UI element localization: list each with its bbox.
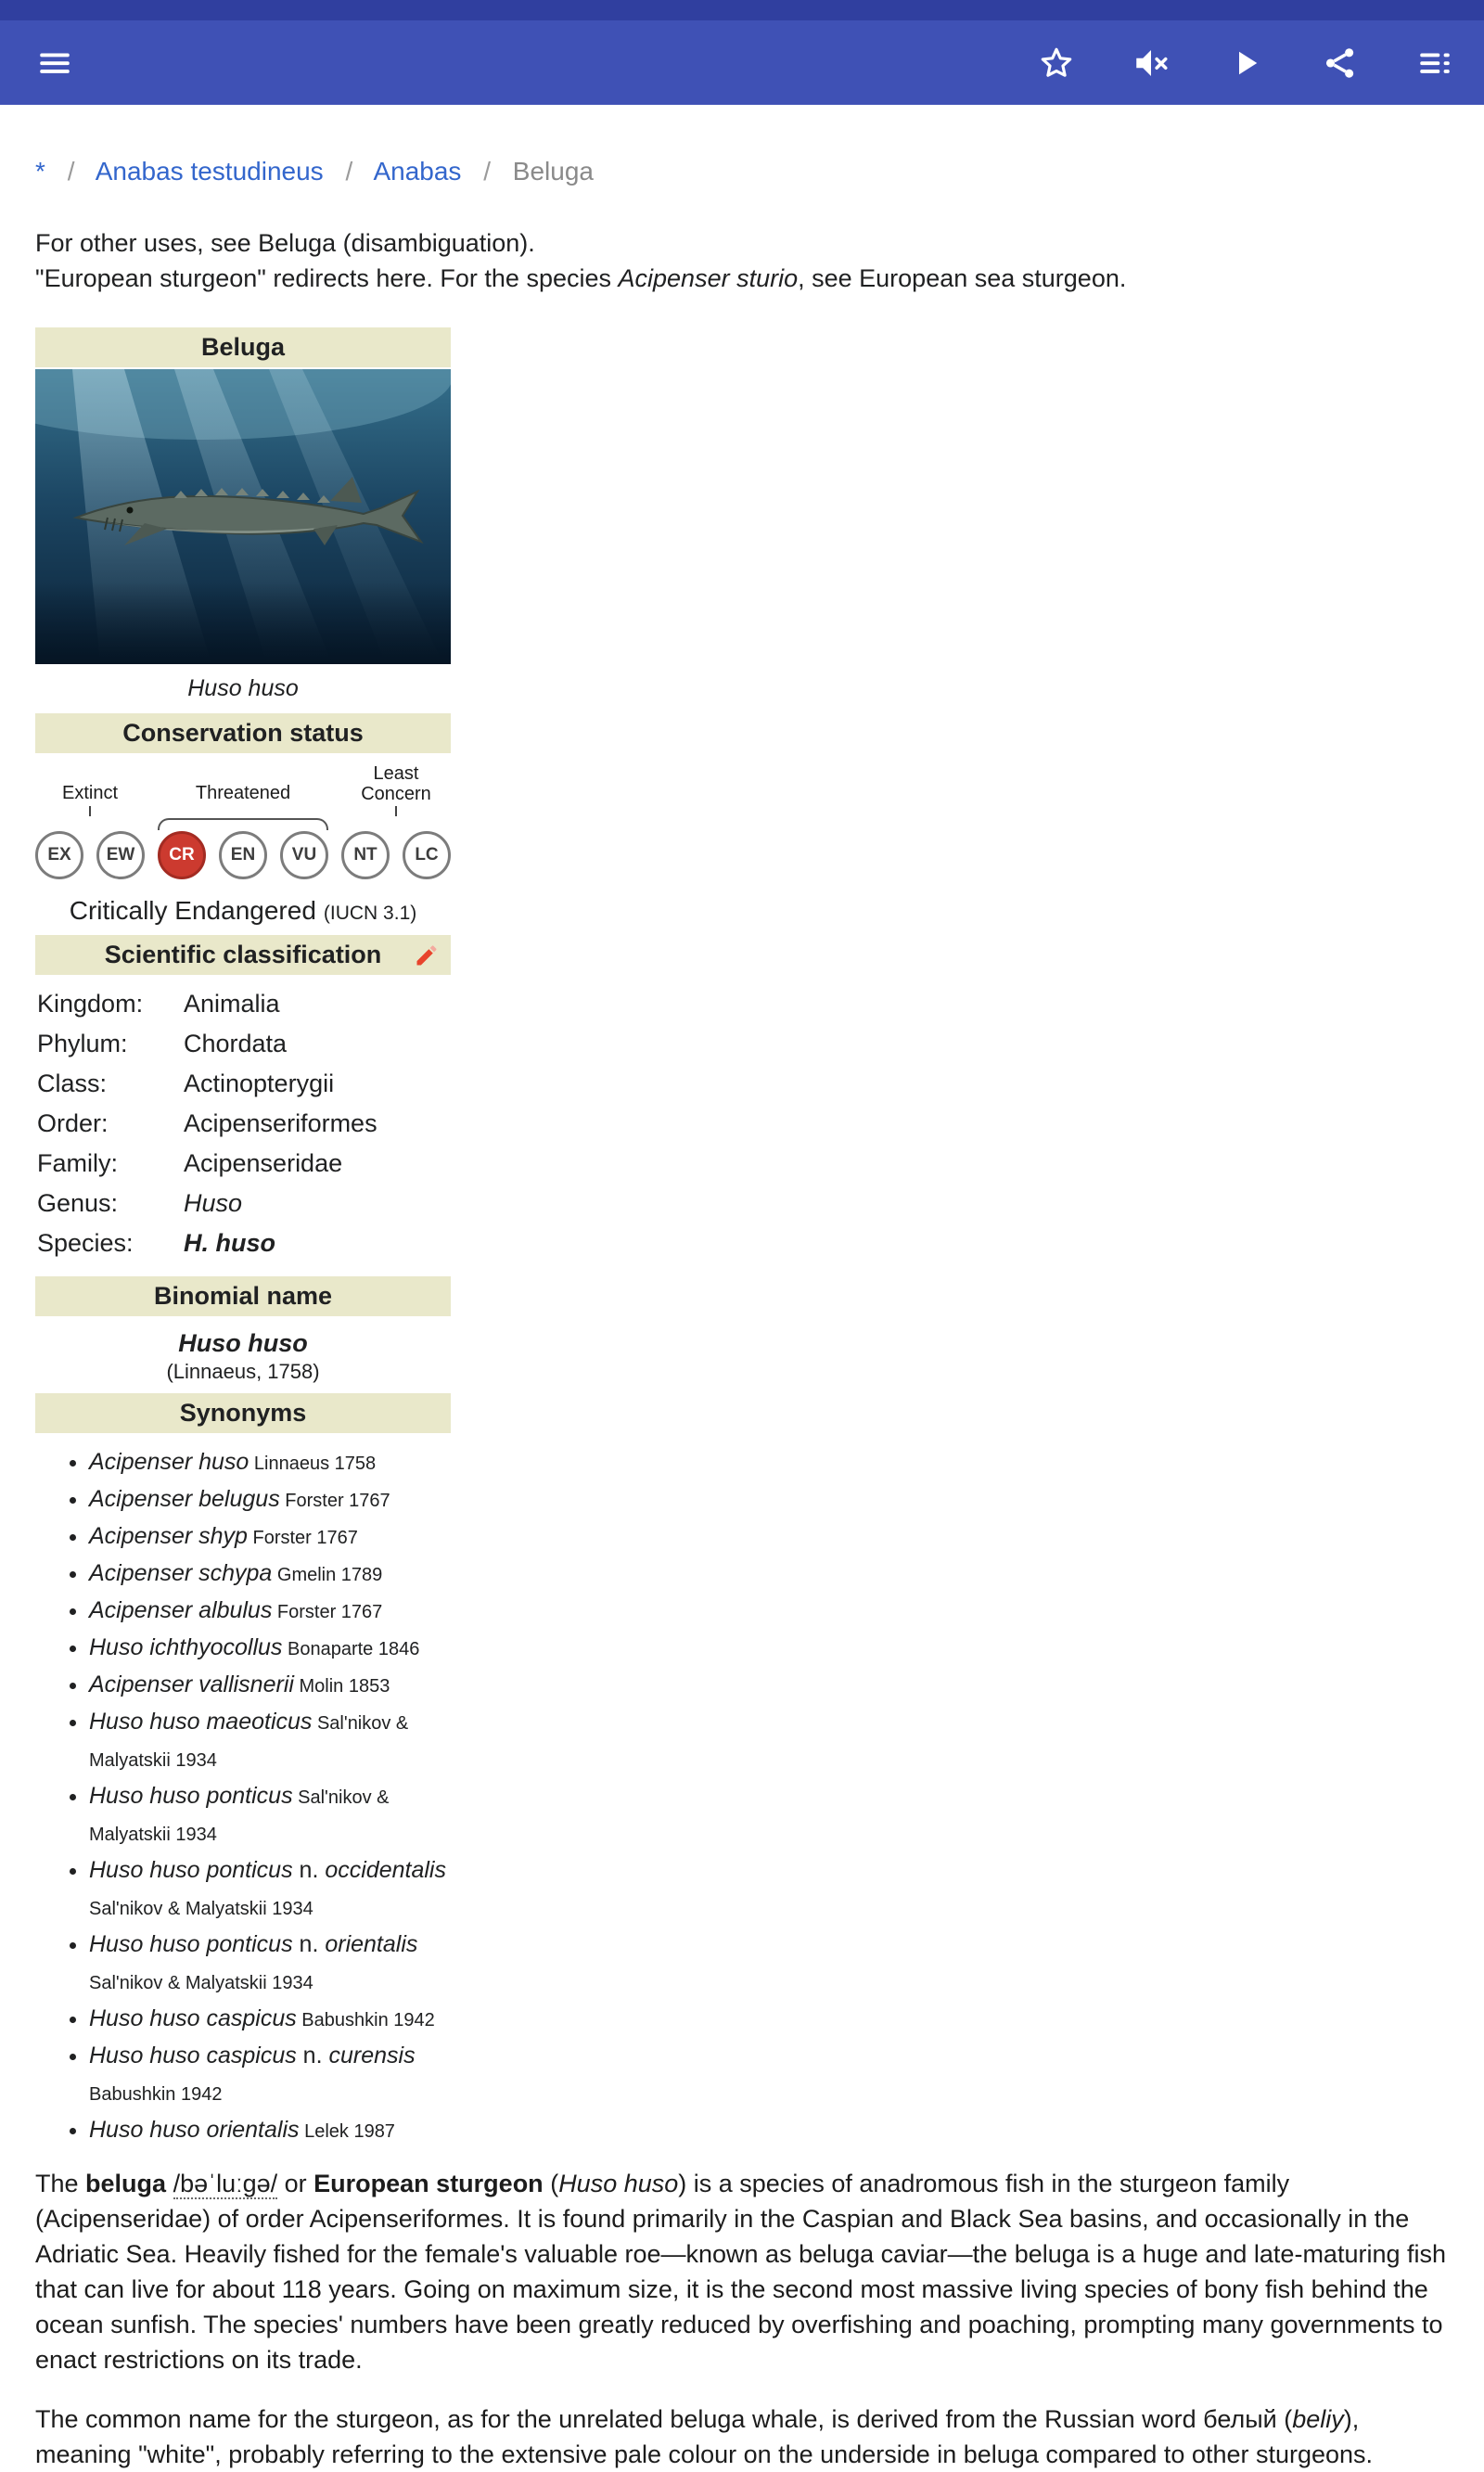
breadcrumb-home-link[interactable]: * (35, 157, 45, 186)
synonym-item: • Acipenser shyp Forster 1767 (89, 1518, 451, 1556)
hatnote-redirect: "European sturgeon" redirects here. For the species Acipenser sturio, see European sea sturgeon. (35, 264, 1127, 292)
species-image[interactable] (35, 369, 451, 664)
synonym-item: • Huso huso caspicus Babushkin 1942 (89, 2001, 451, 2038)
classification-row: Phylum: Chordata (37, 1030, 288, 1057)
label-threatened: Threatened (195, 783, 291, 803)
conservation-status-header: Conservation status (35, 713, 451, 753)
classification-row: Class: Actinopterygii (37, 1069, 335, 1097)
synonym-item: • Acipenser huso Linnaeus 1758 (89, 1444, 451, 1481)
binomial-name-header: Binomial name (35, 1276, 451, 1316)
threatened-brace (158, 818, 328, 830)
synonym-item: • Huso huso ponticus n. occidentalis Sal'nikov & Malyatskii 1934 (89, 1852, 451, 1927)
share-button[interactable] (1319, 42, 1362, 84)
scientific-classification-header: Scientific classification (35, 935, 451, 975)
status-value: Critically Endangered (69, 896, 316, 925)
contents-button[interactable] (1414, 42, 1456, 84)
synonym-item: • Huso huso ponticus Sal'nikov & Malyatskii 1934 (89, 1778, 451, 1852)
classification-row: Kingdom: Animalia (37, 990, 280, 1018)
mute-button[interactable] (1130, 42, 1172, 84)
image-caption: Huso huso (187, 675, 299, 701)
synonyms-header: Synonyms (35, 1393, 451, 1433)
status-circle-vu: VU (280, 831, 328, 879)
tick-least-concern (395, 806, 397, 816)
status-circles-row (35, 831, 451, 879)
hatnote-disambiguation: For other uses, see Beluga (disambiguation). (35, 229, 535, 257)
lead-paragraph: The beluga /bəˈluːɡə/ or European sturgeon (Huso huso) is a species of anadromous fish in the sturgeon family (Acipenseridae) of order Acipenseriformes. It is found primarily in the Caspian and Black Sea basins, and occasionally in the Adriatic Sea. Heavily fished for the female's valuable roe—known as beluga caviar—the beluga is a huge and late-maturing fish that can live for about 118 years. Going on maximum size, it is the second most massive living species of bony fish behind the ocean sunfish. The species' numbers have been greatly reduced by overfishing and poaching, prompting many governments to enact restrictions on its trade. (35, 2170, 1447, 2374)
share-icon (1321, 44, 1360, 83)
status-circle-lc: LC (403, 831, 451, 879)
hamburger-menu-icon (35, 44, 74, 83)
binomial-authority: (Linnaeus, 1758) (166, 1360, 320, 1383)
synonym-item: • Huso huso caspicus n. curensis Babushkin 1942 (89, 2038, 451, 2112)
classification-row: Species: H. huso (37, 1229, 275, 1257)
play-icon (1226, 44, 1265, 83)
status-circle-ew: EW (96, 831, 145, 879)
breadcrumb-current-page: Beluga (512, 157, 594, 186)
tick-extinct (89, 806, 91, 816)
status-circle-ex: EX (35, 831, 83, 879)
status-circle-en: EN (219, 831, 267, 879)
label-extinct: Extinct (61, 783, 119, 803)
synonym-item: • Acipenser belugus Forster 1767 (89, 1481, 451, 1518)
etymology-paragraph: The common name for the sturgeon, as for the unrelated beluga whale, is derived from the Russian word белый (beliy), meaning "white", probably referring to the extensive pale colour on the underside in beluga compared to other sturgeons. (35, 2405, 1374, 2468)
breadcrumb-link-anabas[interactable]: Anabas (373, 157, 462, 186)
list-icon (1415, 44, 1454, 83)
breadcrumb-separator: / (345, 157, 353, 186)
article-body (35, 2166, 1449, 2472)
sturgeon-underwater-illustration (35, 369, 451, 664)
status-circle-nt: NT (341, 831, 390, 879)
synonym-item: • Huso huso ponticus n. orientalis Sal'nikov & Malyatskii 1934 (89, 1927, 451, 2001)
synonym-item: • Huso ichthyocollus Bonaparte 1846 (89, 1630, 451, 1667)
classification-row: Genus: Huso (37, 1189, 243, 1217)
synonyms-list (35, 1444, 451, 2149)
star-icon (1037, 44, 1076, 83)
status-bar (0, 0, 1484, 20)
synonym-item: • Acipenser vallisnerii Molin 1853 (89, 1667, 451, 1704)
label-least-concern: Least Concern (361, 763, 431, 804)
breadcrumb (35, 157, 1449, 186)
binomial-name: Huso huso (178, 1329, 308, 1357)
status-circle-cr: CR (158, 831, 206, 879)
synonym-item: • Acipenser schypa Gmelin 1789 (89, 1556, 451, 1593)
classification-table (35, 975, 451, 1269)
app-bar (0, 20, 1484, 105)
edit-pencil-icon[interactable] (414, 942, 440, 968)
taxobox (35, 327, 451, 2149)
synonym-item: • Huso huso orientalis Lelek 1987 (89, 2112, 451, 2149)
conservation-status-text (35, 896, 451, 926)
taxobox-title: Beluga (35, 327, 451, 367)
status-reference: (IUCN 3.1) (323, 903, 417, 924)
breadcrumb-link-anabas-testudineus[interactable]: Anabas testudineus (95, 157, 324, 186)
conservation-status-graphic (35, 753, 451, 879)
favorite-button[interactable] (1035, 42, 1078, 84)
classification-row: Family: Acipenseridae (37, 1149, 343, 1177)
volume-off-icon (1132, 44, 1171, 83)
breadcrumb-separator: / (483, 157, 491, 186)
synonym-item: • Acipenser albulus Forster 1767 (89, 1593, 451, 1630)
classification-row: Order: Acipenseriformes (37, 1109, 377, 1137)
synonym-item: • Huso huso maeoticus Sal'nikov & Malyatskii 1934 (89, 1704, 451, 1778)
menu-button[interactable] (33, 42, 76, 84)
play-button[interactable] (1224, 42, 1267, 84)
breadcrumb-separator: / (67, 157, 75, 186)
